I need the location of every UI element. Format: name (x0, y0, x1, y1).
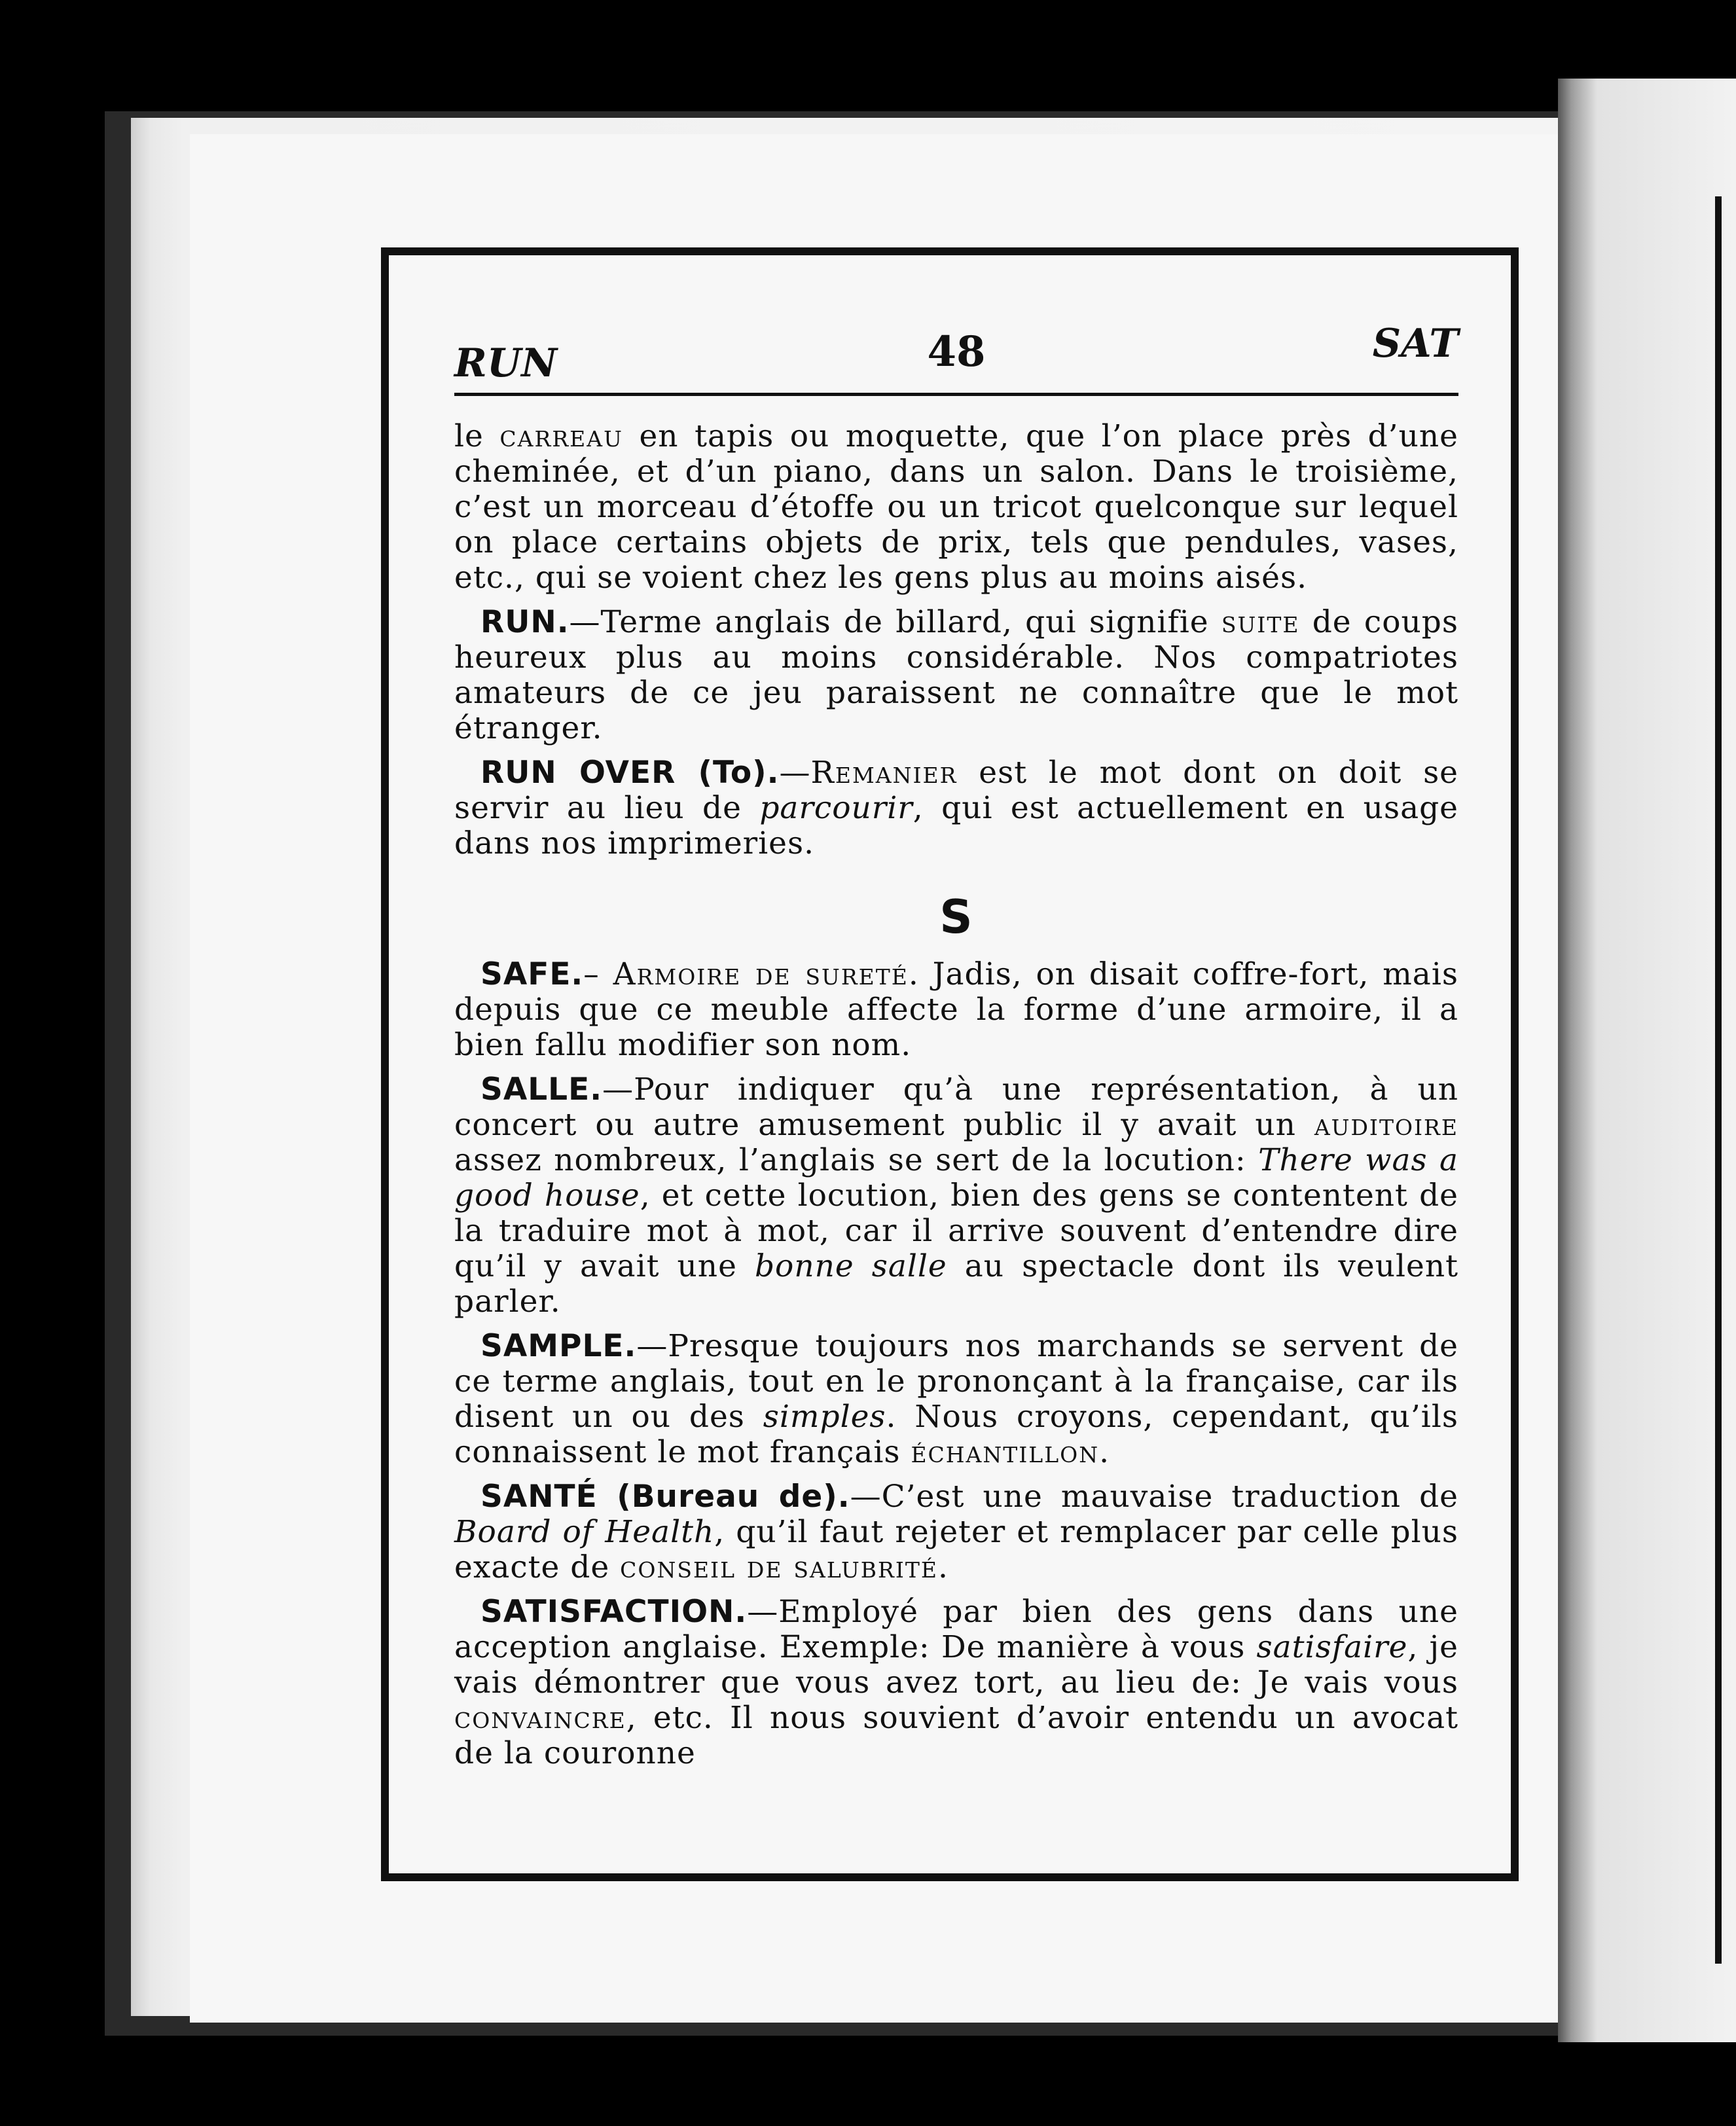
continued-paragraph: le carreau en tapis ou moquette, que l’on place près d’une cheminée, et d’un piano, dans un salon. Dans le troisième, c’est un morceau d’étoffe ou un tricot quelconque sur lequel on place certains objets de prix, tels que pendules, vases, etc., qui se voient chez les gens plus au moins aisés. (454, 418, 1458, 596)
page-number: 48 (927, 327, 986, 376)
headword: SAMPLE. (480, 1328, 637, 1364)
section-letter: S (939, 890, 973, 944)
headword: RUN. (480, 604, 570, 640)
entry-safe: SAFE.– Armoire de sureté. Jadis, on disait coffre-fort, mais depuis que ce meuble affecte la forme d’une armoire, il a bien fallu modifier son nom. (454, 956, 1458, 1063)
headword: RUN OVER (To). (480, 755, 780, 791)
headword: SALLE. (480, 1072, 603, 1108)
dictionary-text (454, 419, 1458, 1780)
entry-salle: SALLE.—Pour indiquer qu’à une représentation, à un concert ou autre amusement public il y avait un auditoire assez nombreux, l’anglais se sert de la locution: There was a good house, et cette locution, bien des gens se contentent de la traduire mot à mot, car il arrive souvent d’entendre dire qu’il y avait une bonne salle au spectacle dont ils veulent parler. (454, 1072, 1458, 1320)
page-content (454, 295, 1458, 1847)
entry-run: RUN.—Terme anglais de billard, qui signifie suite de coups heureux plus au moins considérable. Nos compatriotes amateurs de ce jeu paraissent ne connaître que le mot étranger. (454, 604, 1458, 746)
right-page-frame (1715, 196, 1736, 1964)
header-left-word: RUN (454, 340, 558, 386)
entry-run-over: RUN OVER (To).—Remanier est le mot dont on doit se servir au lieu de parcourir, qui est actuellement en usage dans nos imprimeries. (454, 755, 1459, 861)
entry-satisfaction: SATISFACTION.—Employé par bien des gens dans une acception anglaise. Exemple: De manière à vous satisfaire, je vais démontrer que vous avez tort, au lieu de: Je vais vous convaincre, etc. Il nous souvient d’avoir entendu un avocat de la couronne (454, 1594, 1458, 1771)
header-rule (454, 393, 1458, 396)
right-page (1571, 79, 1736, 2042)
page-frame (381, 247, 1519, 1881)
headword: SAFE. (480, 956, 584, 992)
headword: SANTÉ (Bureau de). (480, 1479, 850, 1515)
header-right-word: SAT (1372, 321, 1458, 367)
entry-sante: SANTÉ (Bureau de).—C’est une mauvaise traduction de Board of Health, qu’il faut rejeter et remplacer par celle plus exacte de conseil de salubrité. (454, 1479, 1459, 1585)
entry-sample: SAMPLE.—Presque toujours nos marchands se servent de ce terme anglais, tout en le prononçant à la française, car ils disent un ou des simples. Nous croyons, cependant, qu’ils connaissent le mot français échantillon. (454, 1328, 1458, 1470)
running-header (454, 295, 1458, 393)
headword: SATISFACTION. (480, 1594, 748, 1630)
